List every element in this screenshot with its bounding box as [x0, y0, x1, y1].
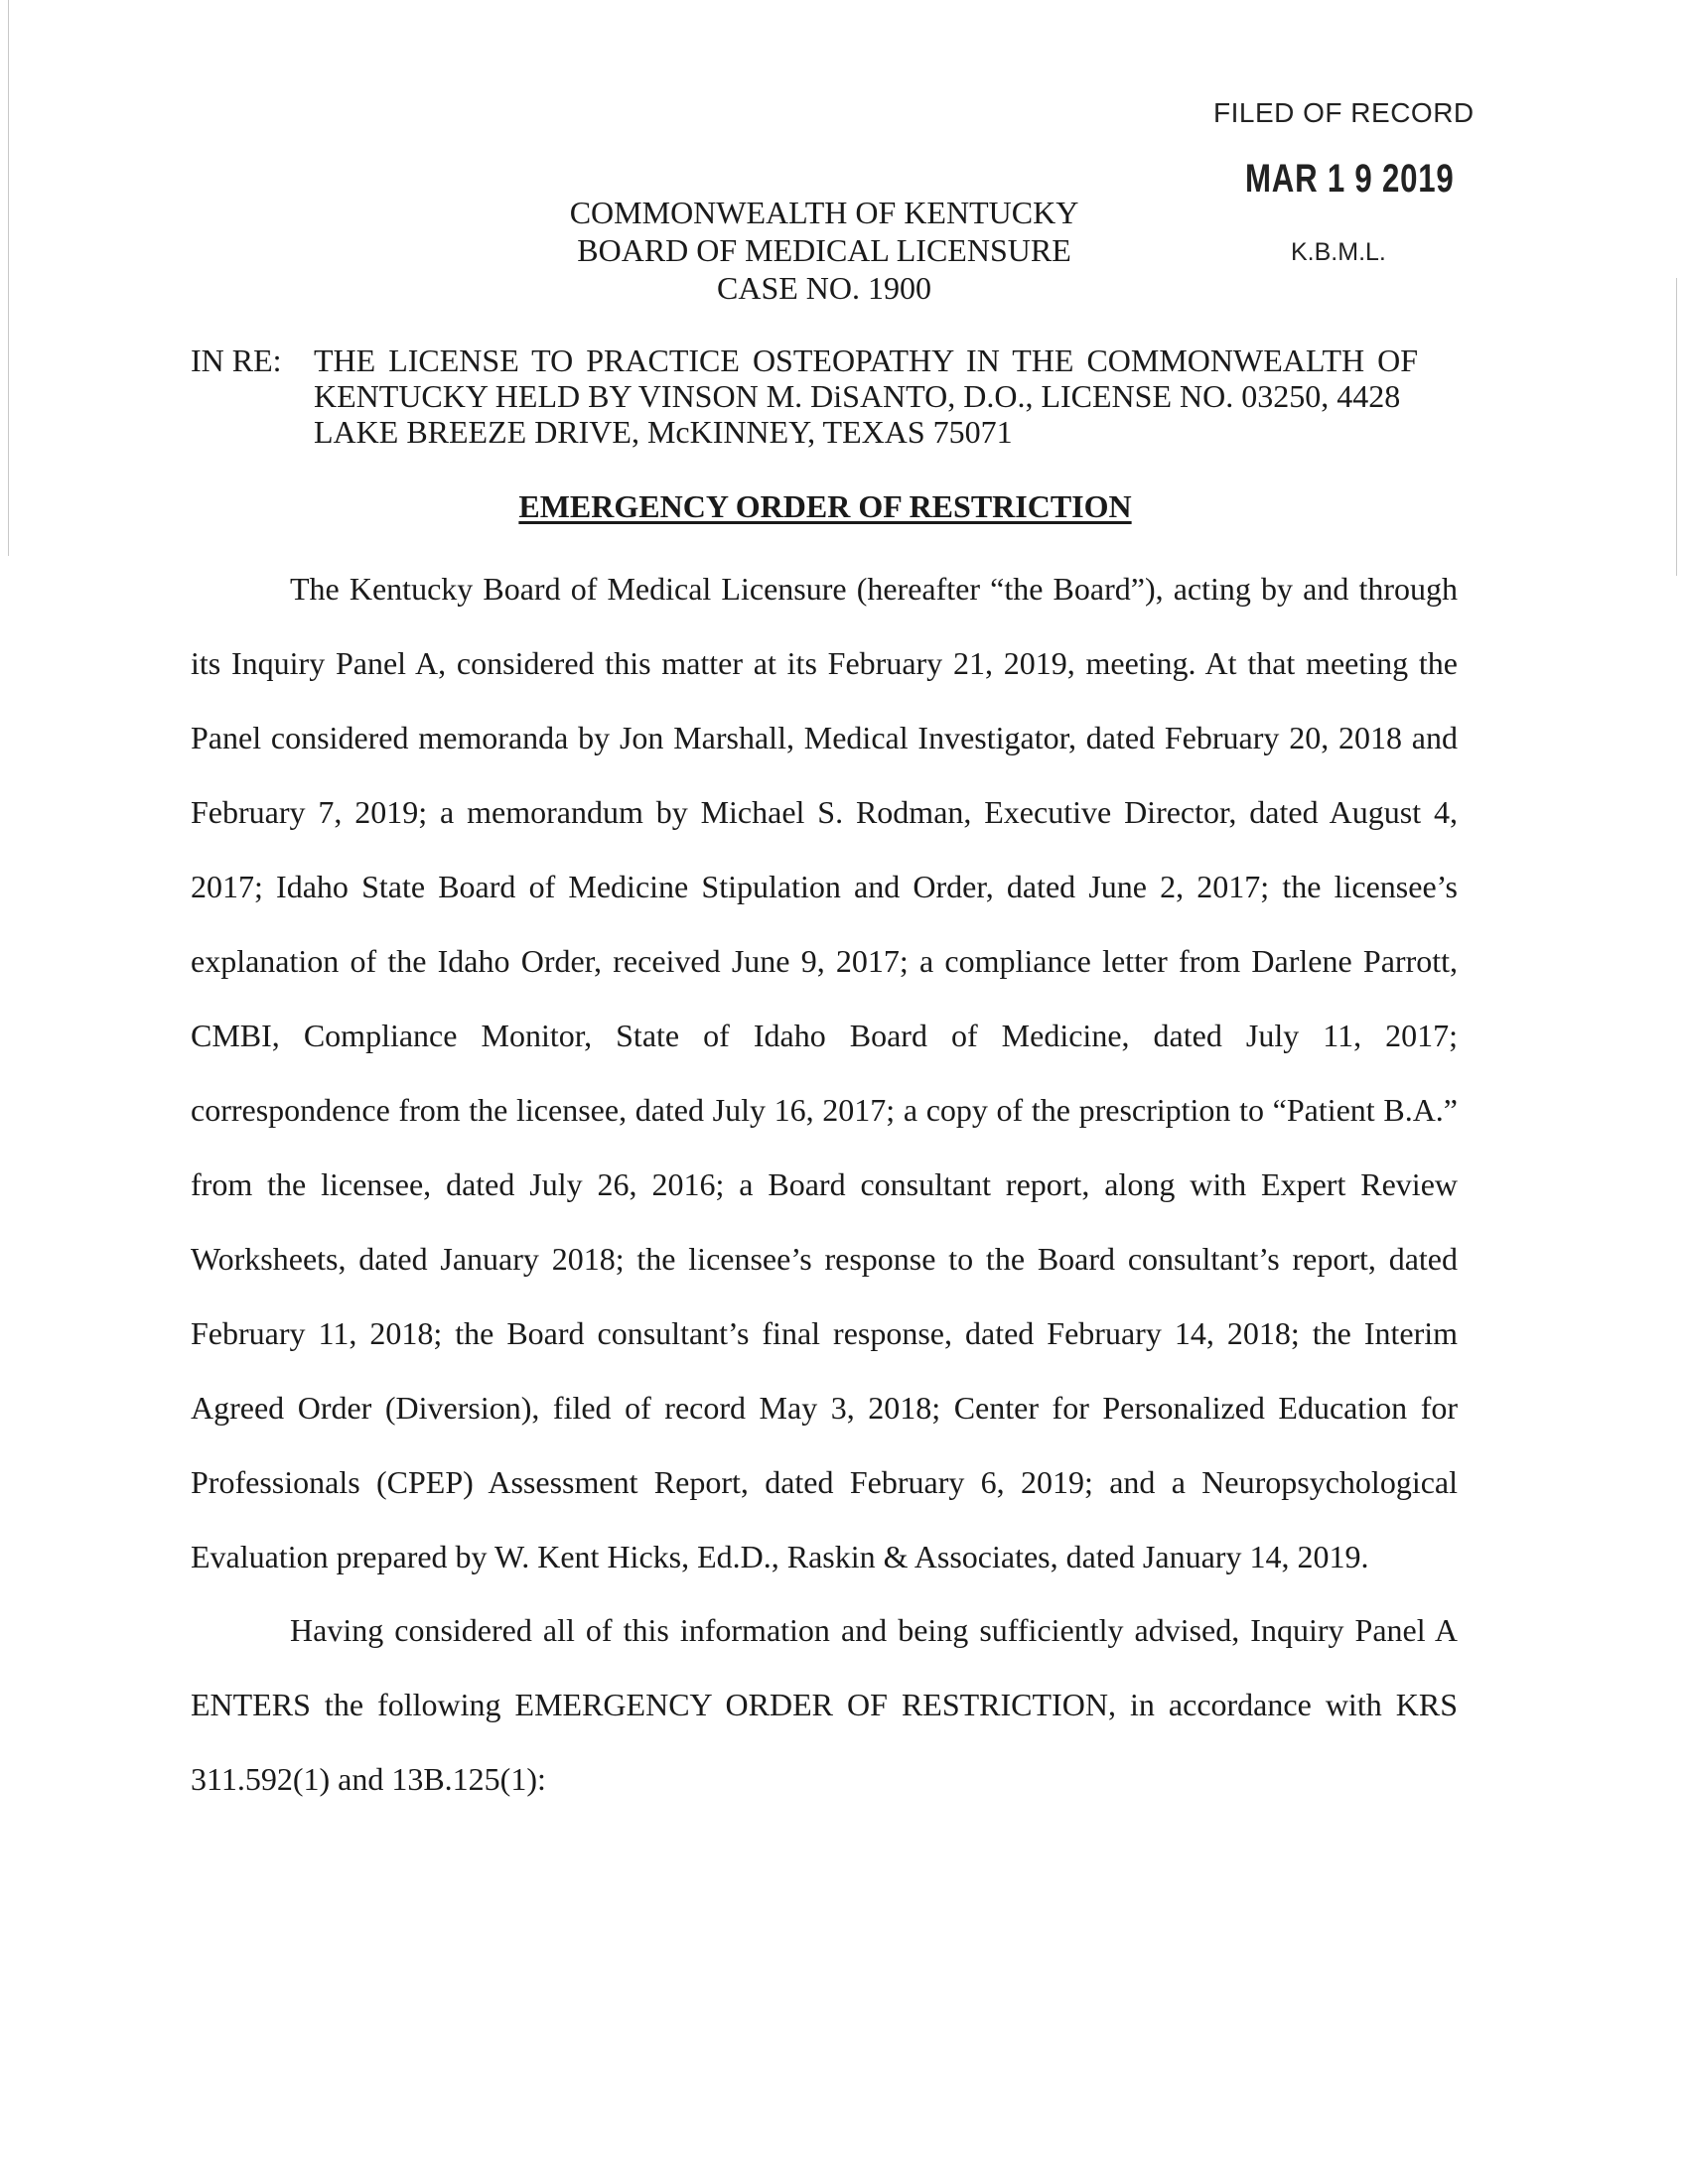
in-re-text [314, 342, 1458, 450]
in-re-line: KENTUCKY HELD BY VINSON M. DiSANTO, D.O., LICENSE NO. 03250, 4428 [314, 378, 1401, 414]
scan-margin-mark [8, 0, 9, 556]
caption-case-number: CASE NO. 1900 [716, 270, 931, 306]
in-re-line: THE LICENSE TO PRACTICE OSTEOPATHY IN THE COMMONWEALTH OF [314, 342, 1419, 378]
scan-margin-mark [1676, 278, 1677, 576]
in-re-label: IN RE: [191, 342, 282, 378]
filed-stamp-label: FILED OF RECORD [1213, 97, 1475, 128]
body-paragraph-order: Having considered all of this information and being sufficiently advised, Inquiry Panel A ENTERS the following EMERGENCY ORDER OF RESTRICTION, in accordance with KRS 311.592(1) and 13B.125(1): [191, 1612, 1458, 1797]
caption-board: BOARD OF MEDICAL LICENSURE [577, 232, 1071, 268]
body-paragraph-materials: The Kentucky Board of Medical Licensure (hereafter “the Board”), acting by and through its Inquiry Panel A, considered this matter at its February 21, 2019, meeting. At that meeting the Panel considered memoranda by Jon Marshall, Medical Investigator, dated February 20, 2018 and February 7, 2019; a memorandum by Michael S. Rodman, Executive Director, dated August 4, 2017; Idaho State Board of Medicine Stipulation and Order, dated June 2, 2017; the licensee’s explanation of the Idaho Order, received June 9, 2017; a compliance letter from Darlene Parrott, CMBI, Compliance Monitor, State of Idaho Board of Medicine, dated July 11, 2017; correspondence from the licensee, dated July 16, 2017; a copy of the prescription to “Patient B.A.” from the licensee, dated July 26, 2016; a Board consultant report, along with Expert Review Worksheets, dated January 2018; the licensee’s response to the Board consultant’s report, dated February 11, 2018; the Board consultant’s final response, dated February 14, 2018; the Interim Agreed Order (Diversion), filed of record May 3, 2018; Center for Personalized Education for Professionals (CPEP) Assessment Report, dated February 6, 2019; and a Neuropsychological Evaluation prepared by W. Kent Hicks, Ed.D., Raskin & Associates, dated January 14, 2019. [191, 571, 1458, 1574]
order-title: EMERGENCY ORDER OF RESTRICTION [518, 488, 1132, 524]
filed-stamp-initials: K.B.M.L. [1291, 238, 1386, 266]
in-re-line: LAKE BREEZE DRIVE, McKINNEY, TEXAS 75071 [314, 414, 1013, 450]
caption-commonwealth: COMMONWEALTH OF KENTUCKY [569, 195, 1079, 230]
filed-stamp-date: MAR 1 9 2019 [1245, 157, 1455, 201]
